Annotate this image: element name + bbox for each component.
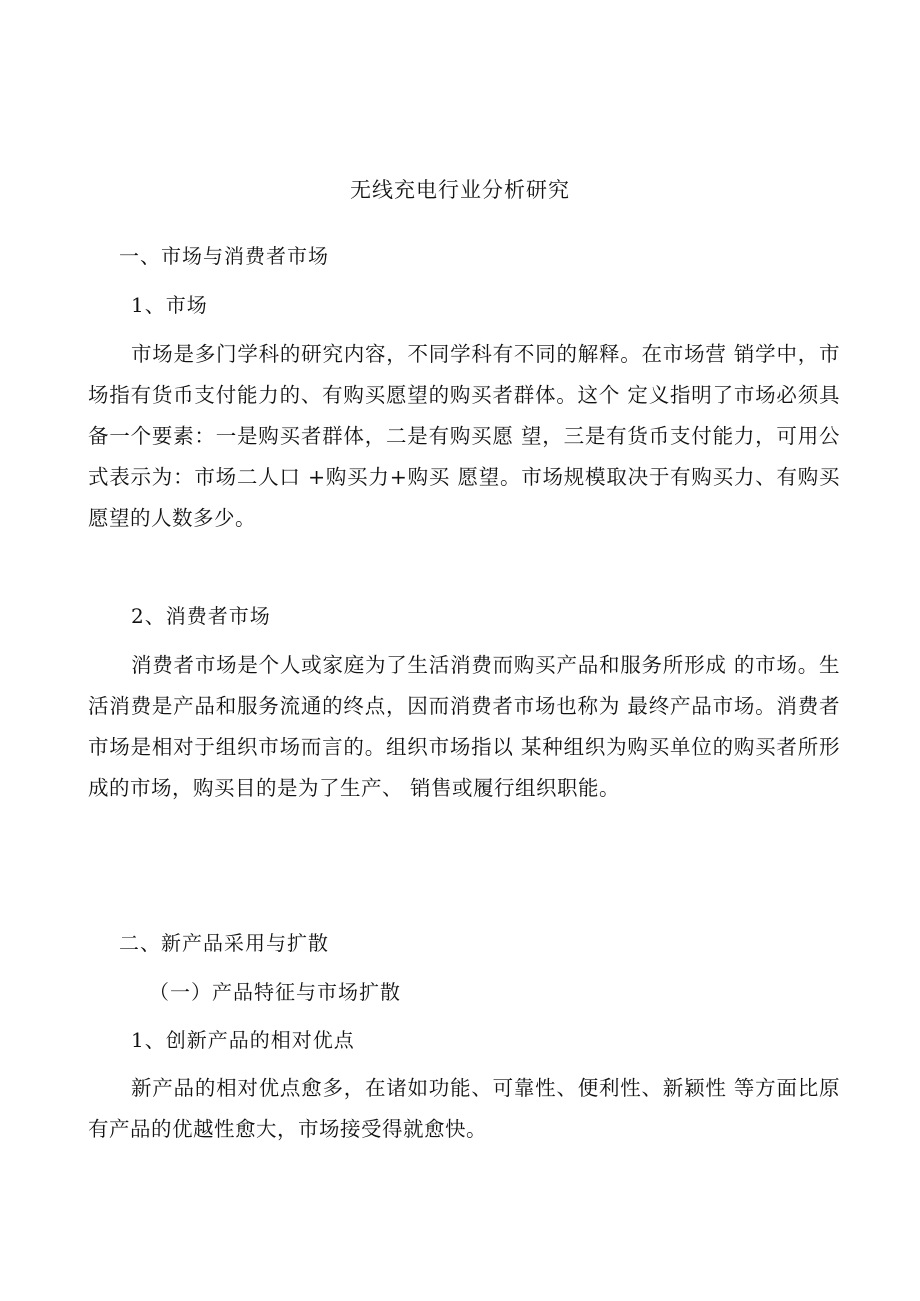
section-heading-1: 一、市场与消费者市场	[119, 244, 329, 268]
subsection-heading-market: 1、市场	[131, 293, 208, 317]
document-title: 无线充电行业分析研究	[350, 178, 570, 202]
subsection-heading-consumer-market: 2、消费者市场	[131, 604, 271, 628]
paragraph-consumer-market: 消费者市场是个人或家庭为了生活消费而购买产品和服务所形成 的市场。生活消费是产品和服务流通的终点，因而消费者市场也称为 最终产品市场。消费者市场是相对于组织市场而言的。组织市场指以 某种组织为购买单位的购买者所形成的市场，购买目的是为了生产、 销售或履行组织职能。	[88, 653, 840, 800]
section-heading-2: 二、新产品采用与扩散	[119, 931, 329, 955]
item-heading-relative-advantage: 1、创新产品的相对优点	[131, 1028, 355, 1052]
paragraph-relative-advantage: 新产品的相对优点愈多，在诸如功能、可靠性、便利性、新颖性 等方面比原有产品的优越性愈大，市场接受得就愈快。	[88, 1076, 840, 1141]
paragraph-market: 市场是多门学科的研究内容，不同学科有不同的解释。在市场营 销学中，市场指有货币支付能力的、有购买愿望的购买者群体。这个 定义指明了市场必须具备一个要素：一是购买者群体，二是有购买愿 望，三是有货币支付能力，可用公式表示为：市场二人口 +购买力+购买 愿望。市场规模取决于有购买力、有购买愿望的人数多少。	[88, 342, 840, 530]
subsection-heading-product-features: （一）产品特征与市场扩散	[149, 980, 401, 1004]
